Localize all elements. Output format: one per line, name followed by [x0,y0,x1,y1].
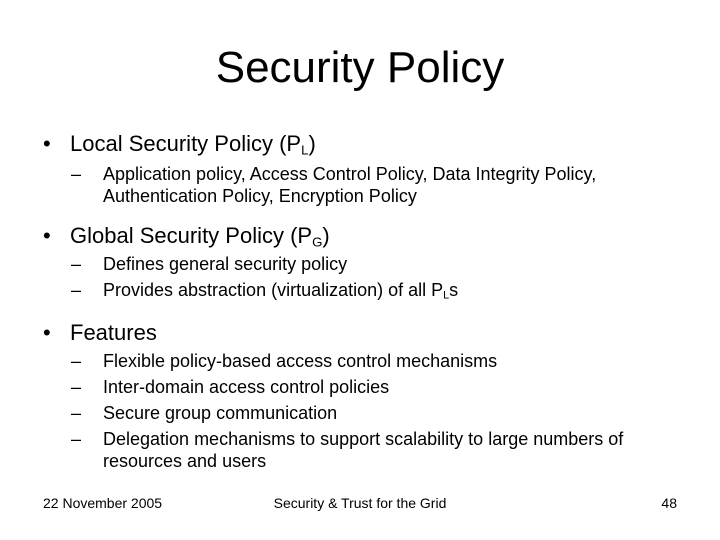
abstraction-suffix: s [449,280,459,300]
features-section [0,320,720,472]
local-policy-bullet [0,131,720,157]
features-item [0,428,663,472]
bullet-mark: • [43,223,51,248]
features-item-text: Secure group communication [103,403,338,423]
global-policy-item [0,253,663,275]
local-policy-subscript: L [301,142,309,158]
local-policy-text: Local Security Policy (P [70,131,302,156]
slide-title: Security Policy [215,43,505,92]
local-policy-item [0,163,663,207]
features-item-text: Inter-domain access control policies [103,377,390,397]
global-policy-abstraction-item [0,279,663,301]
dash-mark: – [71,254,82,274]
footer-page-number: 48 [661,495,677,511]
dash-mark: – [71,351,82,371]
global-policy-text: Global Security Policy (P [70,223,313,248]
global-policy-subscript: G [312,234,323,250]
dash-mark: – [71,377,82,397]
features-item [0,350,663,372]
features-item [0,376,663,398]
global-policy-bullet [0,223,720,249]
footer-date: 22 November 2005 [43,495,163,511]
dash-mark: – [71,164,82,184]
features-text: Features [70,320,157,345]
abstraction-text: Provides abstraction (virtualization) of all P [103,280,444,300]
abstraction-subscript: L [443,289,450,302]
bullet-mark: • [43,131,51,156]
local-policy-item-text: Application policy, Access Control Policy, Data Integrity Policy, Authentication Policy, Encryption Policy [103,164,597,206]
dash-mark: – [71,429,82,449]
features-item-text: Delegation mechanisms to support scalability to large numbers of resources and users [103,429,624,471]
local-policy-section [0,131,720,207]
features-item [0,402,663,424]
local-policy-suffix: ) [308,131,316,156]
features-item-text: Flexible policy-based access control mechanisms [103,351,498,371]
global-policy-item-text: Defines general security policy [103,254,348,274]
dash-mark: – [71,280,82,300]
dash-mark: – [71,403,82,423]
bullet-mark: • [43,320,51,345]
footer-title: Security & Trust for the Grid [273,495,447,511]
global-policy-section [0,223,720,301]
features-bullet [0,320,720,346]
global-policy-suffix: ) [322,223,330,248]
